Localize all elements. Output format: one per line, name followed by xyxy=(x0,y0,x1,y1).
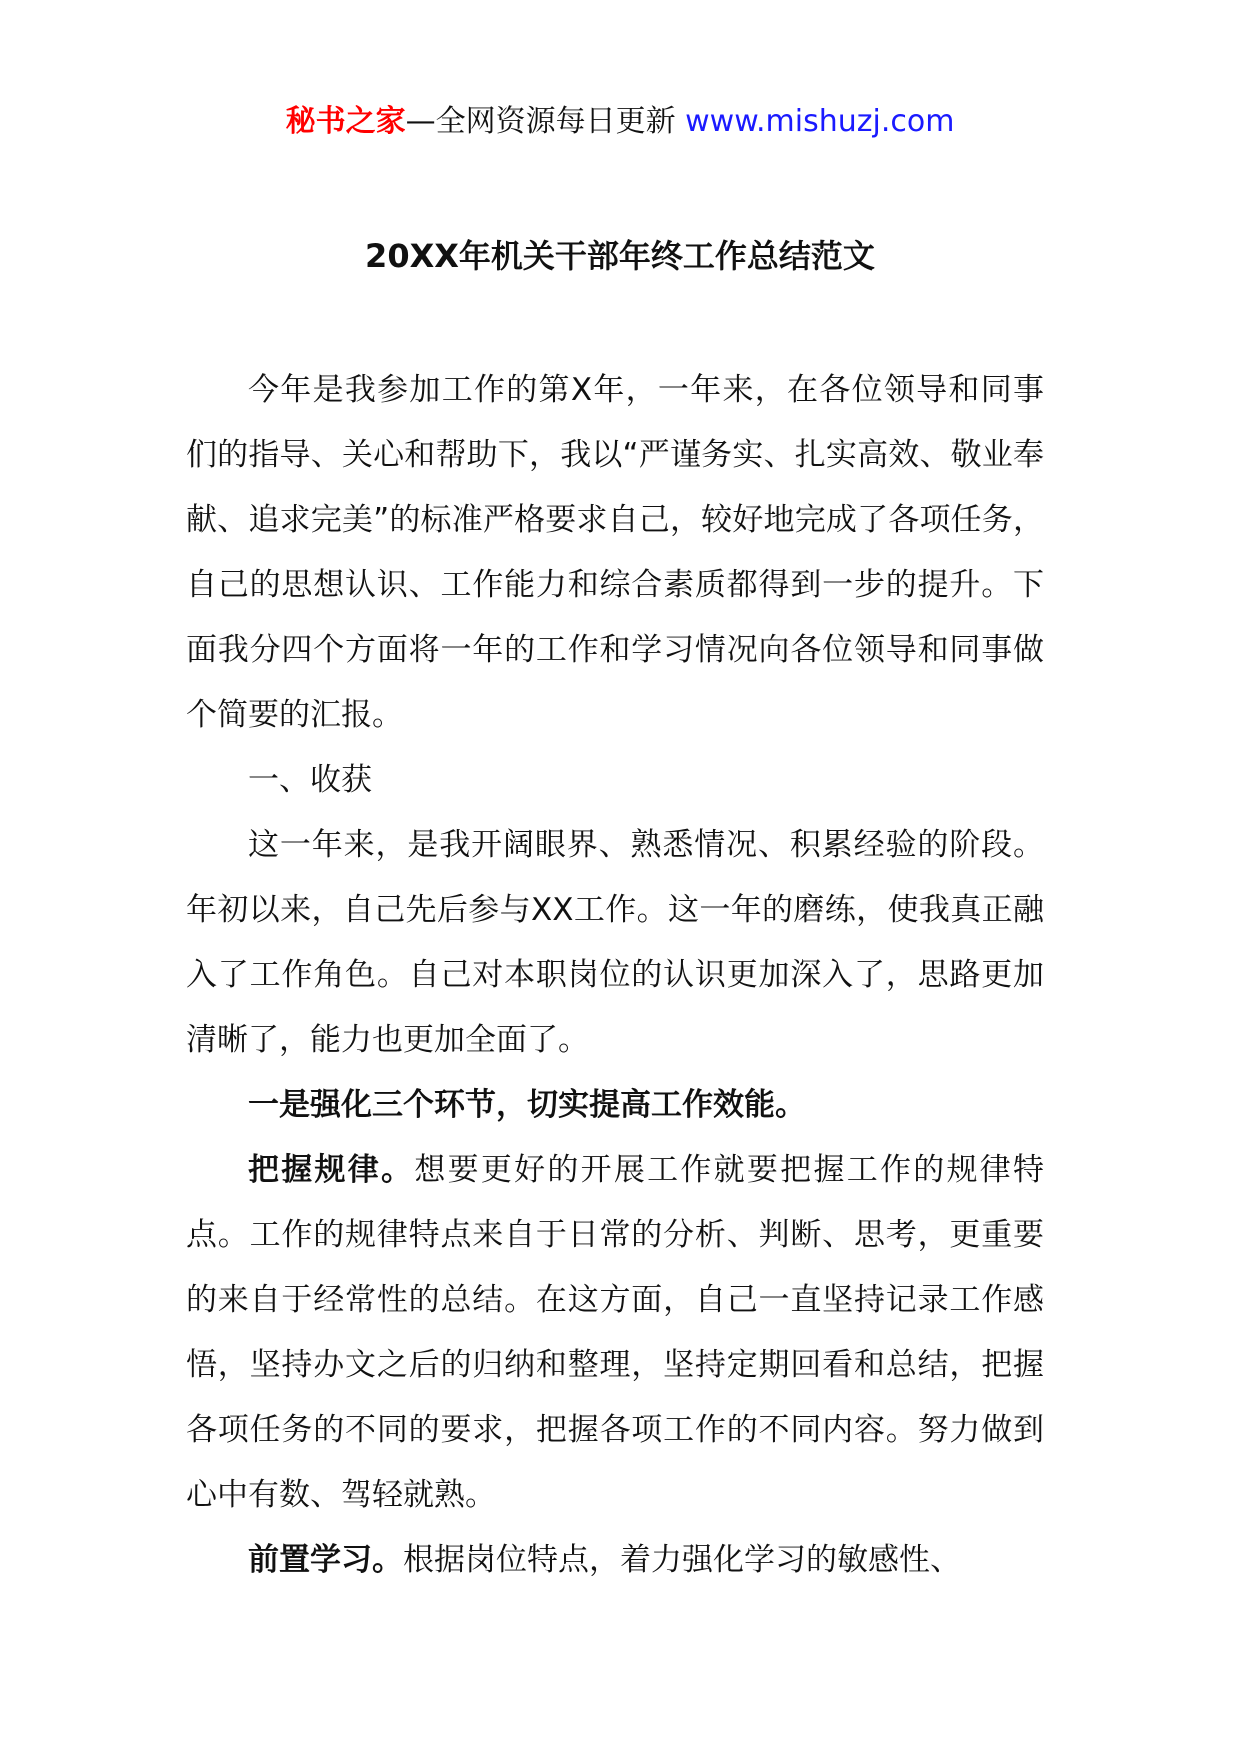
paragraph-intro xyxy=(186,358,1044,748)
section-heading-text: 一、收获 xyxy=(248,762,372,798)
paragraph-lead: 把握规律。 xyxy=(248,1152,415,1188)
site-header xyxy=(0,100,1240,144)
paragraph-harvest xyxy=(186,813,1044,1073)
subheading-text: 一是强化三个环节，切实提高工作效能。 xyxy=(248,1087,806,1123)
section-heading-harvest xyxy=(186,748,1044,813)
document-body xyxy=(186,358,1044,1593)
paragraph-advance-study xyxy=(186,1528,1044,1593)
subheading-first-point xyxy=(186,1073,1044,1138)
paragraph-text: 想要更好的开展工作就要把握工作的规律特点。工作的规律特点来自于日常的分析、判断、思考，更重要的来自于经常性的总结。在这方面，自己一直坚持记录工作感悟，坚持办文之后的归纳和整理，坚持定期回看和总结，把握各项任务的不同的要求，把握各项工作的不同内容。努力做到心中有数、驾轻就熟。 xyxy=(186,1152,1045,1513)
site-url-link[interactable]: www.mishuzj.com xyxy=(685,104,955,139)
paragraph-lead: 前置学习。 xyxy=(248,1542,403,1578)
paragraph-text: 这一年来，是我开阔眼界、熟悉情况、积累经验的阶段。年初以来，自己先后参与XX工作。这一年的磨练，使我真正融入了工作角色。自己对本职岗位的认识更加深入了，思路更加清晰了，能力也更加全面了。 xyxy=(186,827,1044,1058)
paragraph-text: 今年是我参加工作的第X年，一年来，在各位领导和同事们的指导、关心和帮助下，我以“严谨务实、扎实高效、敬业奉献、追求完美”的标准严格要求自己，较好地完成了各项任务，自己的思想认识、工作能力和综合素质都得到一步的提升。下面我分四个方面将一年的工作和学习情况向各位领导和同事做个简要的汇报。 xyxy=(186,372,1044,733)
document-title: 20XX年机关干部年终工作总结范文 xyxy=(365,237,875,275)
brand-name: 秘书之家 xyxy=(285,104,406,139)
paragraph-text: 根据岗位特点，着力强化学习的敏感性、 xyxy=(403,1542,961,1578)
paragraph-grasp-rules xyxy=(186,1138,1044,1528)
header-slogan: —全网资源每日更新 xyxy=(405,104,676,139)
